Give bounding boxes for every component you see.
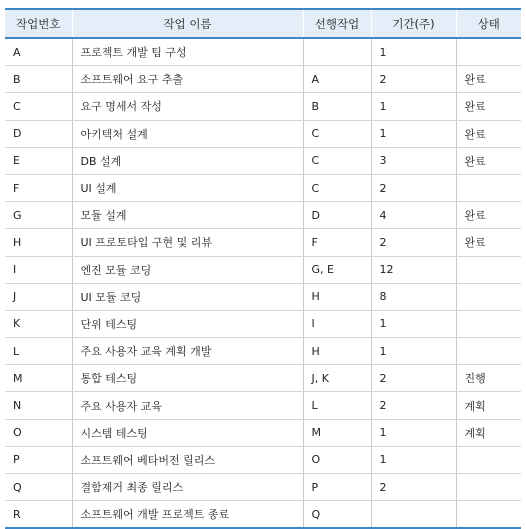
- cell-task-name: 소프트웨어 요구 추출: [72, 66, 303, 93]
- cell-task-id: P: [5, 446, 72, 473]
- cell-task-name: 프로젝트 개발 팀 구성: [72, 38, 303, 66]
- cell-status: 완료: [456, 120, 521, 147]
- table-row: [5, 474, 521, 501]
- table-row: [5, 419, 521, 446]
- cell-duration: 1: [371, 93, 456, 120]
- cell-predecessor: J, K: [303, 365, 371, 392]
- cell-task-id: C: [5, 93, 72, 120]
- cell-task-name: 소프트웨어 베타버전 릴리스: [72, 446, 303, 473]
- table-row: [5, 147, 521, 174]
- cell-task-name: 요구 명세서 작성: [72, 93, 303, 120]
- cell-status: 계획: [456, 392, 521, 419]
- header-predecessor: 선행작업: [303, 9, 371, 38]
- cell-duration: 2: [371, 474, 456, 501]
- table-row: [5, 174, 521, 201]
- cell-task-id: F: [5, 174, 72, 201]
- cell-task-name: 결함제거 최종 릴리스: [72, 474, 303, 501]
- cell-status: [456, 338, 521, 365]
- cell-duration: 2: [371, 365, 456, 392]
- cell-predecessor: G, E: [303, 256, 371, 283]
- cell-task-name: DB 설계: [72, 147, 303, 174]
- cell-status: 완료: [456, 202, 521, 229]
- cell-duration: 1: [371, 446, 456, 473]
- cell-task-name: 소프트웨어 개발 프로젝트 종료: [72, 501, 303, 529]
- header-status: 상태: [456, 9, 521, 38]
- table-row: [5, 365, 521, 392]
- table-row: [5, 93, 521, 120]
- cell-predecessor: H: [303, 283, 371, 310]
- cell-status: [456, 474, 521, 501]
- cell-status: [456, 174, 521, 201]
- cell-task-name: UI 프로토타입 구현 및 리뷰: [72, 229, 303, 256]
- table-row: [5, 38, 521, 66]
- cell-status: [456, 283, 521, 310]
- table-row: [5, 501, 521, 529]
- cell-task-name: 시스템 테스팅: [72, 419, 303, 446]
- cell-duration: 2: [371, 174, 456, 201]
- cell-predecessor: D: [303, 202, 371, 229]
- cell-predecessor: P: [303, 474, 371, 501]
- cell-task-id: J: [5, 283, 72, 310]
- table-row: [5, 310, 521, 337]
- cell-task-id: M: [5, 365, 72, 392]
- cell-status: 완료: [456, 147, 521, 174]
- cell-duration: [371, 501, 456, 529]
- table-body: [5, 38, 521, 528]
- cell-duration: 4: [371, 202, 456, 229]
- table-row: [5, 446, 521, 473]
- table-row: [5, 392, 521, 419]
- cell-task-name: UI 설계: [72, 174, 303, 201]
- header-task-id: 작업번호: [5, 9, 72, 38]
- table-row: [5, 283, 521, 310]
- cell-predecessor: H: [303, 338, 371, 365]
- cell-status: 진행: [456, 365, 521, 392]
- cell-task-id: D: [5, 120, 72, 147]
- cell-predecessor: L: [303, 392, 371, 419]
- header-row: [5, 9, 521, 38]
- cell-task-name: 모듈 설계: [72, 202, 303, 229]
- cell-duration: 8: [371, 283, 456, 310]
- cell-status: [456, 38, 521, 66]
- cell-task-name: 단위 테스팅: [72, 310, 303, 337]
- cell-task-name: 엔진 모듈 코딩: [72, 256, 303, 283]
- table-row: [5, 256, 521, 283]
- cell-task-id: K: [5, 310, 72, 337]
- cell-predecessor: B: [303, 93, 371, 120]
- task-table: [5, 8, 521, 529]
- cell-task-id: B: [5, 66, 72, 93]
- cell-task-id: I: [5, 256, 72, 283]
- cell-task-name: UI 모듈 코딩: [72, 283, 303, 310]
- cell-task-id: E: [5, 147, 72, 174]
- cell-task-id: R: [5, 501, 72, 529]
- cell-status: 완료: [456, 229, 521, 256]
- cell-status: [456, 446, 521, 473]
- cell-task-name: 통합 테스팅: [72, 365, 303, 392]
- cell-duration: 1: [371, 338, 456, 365]
- cell-duration: 2: [371, 66, 456, 93]
- table-row: [5, 229, 521, 256]
- cell-duration: 1: [371, 419, 456, 446]
- cell-task-id: G: [5, 202, 72, 229]
- cell-predecessor: A: [303, 66, 371, 93]
- cell-duration: 1: [371, 310, 456, 337]
- table-row: [5, 202, 521, 229]
- cell-task-id: O: [5, 419, 72, 446]
- cell-predecessor: C: [303, 120, 371, 147]
- cell-duration: 1: [371, 120, 456, 147]
- cell-duration: 12: [371, 256, 456, 283]
- cell-task-name: 주요 사용자 교육 계획 개발: [72, 338, 303, 365]
- header-task-name: 작업 이름: [72, 9, 303, 38]
- cell-predecessor: F: [303, 229, 371, 256]
- cell-status: 완료: [456, 66, 521, 93]
- cell-task-id: A: [5, 38, 72, 66]
- cell-status: [456, 501, 521, 529]
- cell-duration: 2: [371, 392, 456, 419]
- cell-predecessor: M: [303, 419, 371, 446]
- cell-status: 계획: [456, 419, 521, 446]
- table-row: [5, 66, 521, 93]
- cell-status: 완료: [456, 93, 521, 120]
- cell-predecessor: C: [303, 174, 371, 201]
- cell-task-id: Q: [5, 474, 72, 501]
- cell-task-name: 주요 사용자 교육: [72, 392, 303, 419]
- cell-task-id: N: [5, 392, 72, 419]
- table-row: [5, 338, 521, 365]
- cell-predecessor: Q: [303, 501, 371, 529]
- cell-predecessor: C: [303, 147, 371, 174]
- task-schedule-sheet: [5, 8, 521, 529]
- cell-status: [456, 256, 521, 283]
- cell-predecessor: [303, 38, 371, 66]
- cell-predecessor: I: [303, 310, 371, 337]
- cell-duration: 2: [371, 229, 456, 256]
- cell-duration: 3: [371, 147, 456, 174]
- cell-task-name: 아키텍처 설계: [72, 120, 303, 147]
- table-header: [5, 9, 521, 38]
- cell-status: [456, 310, 521, 337]
- table-row: [5, 120, 521, 147]
- cell-task-id: L: [5, 338, 72, 365]
- cell-predecessor: O: [303, 446, 371, 473]
- cell-task-id: H: [5, 229, 72, 256]
- header-duration: 기간(주): [371, 9, 456, 38]
- cell-duration: 1: [371, 38, 456, 66]
